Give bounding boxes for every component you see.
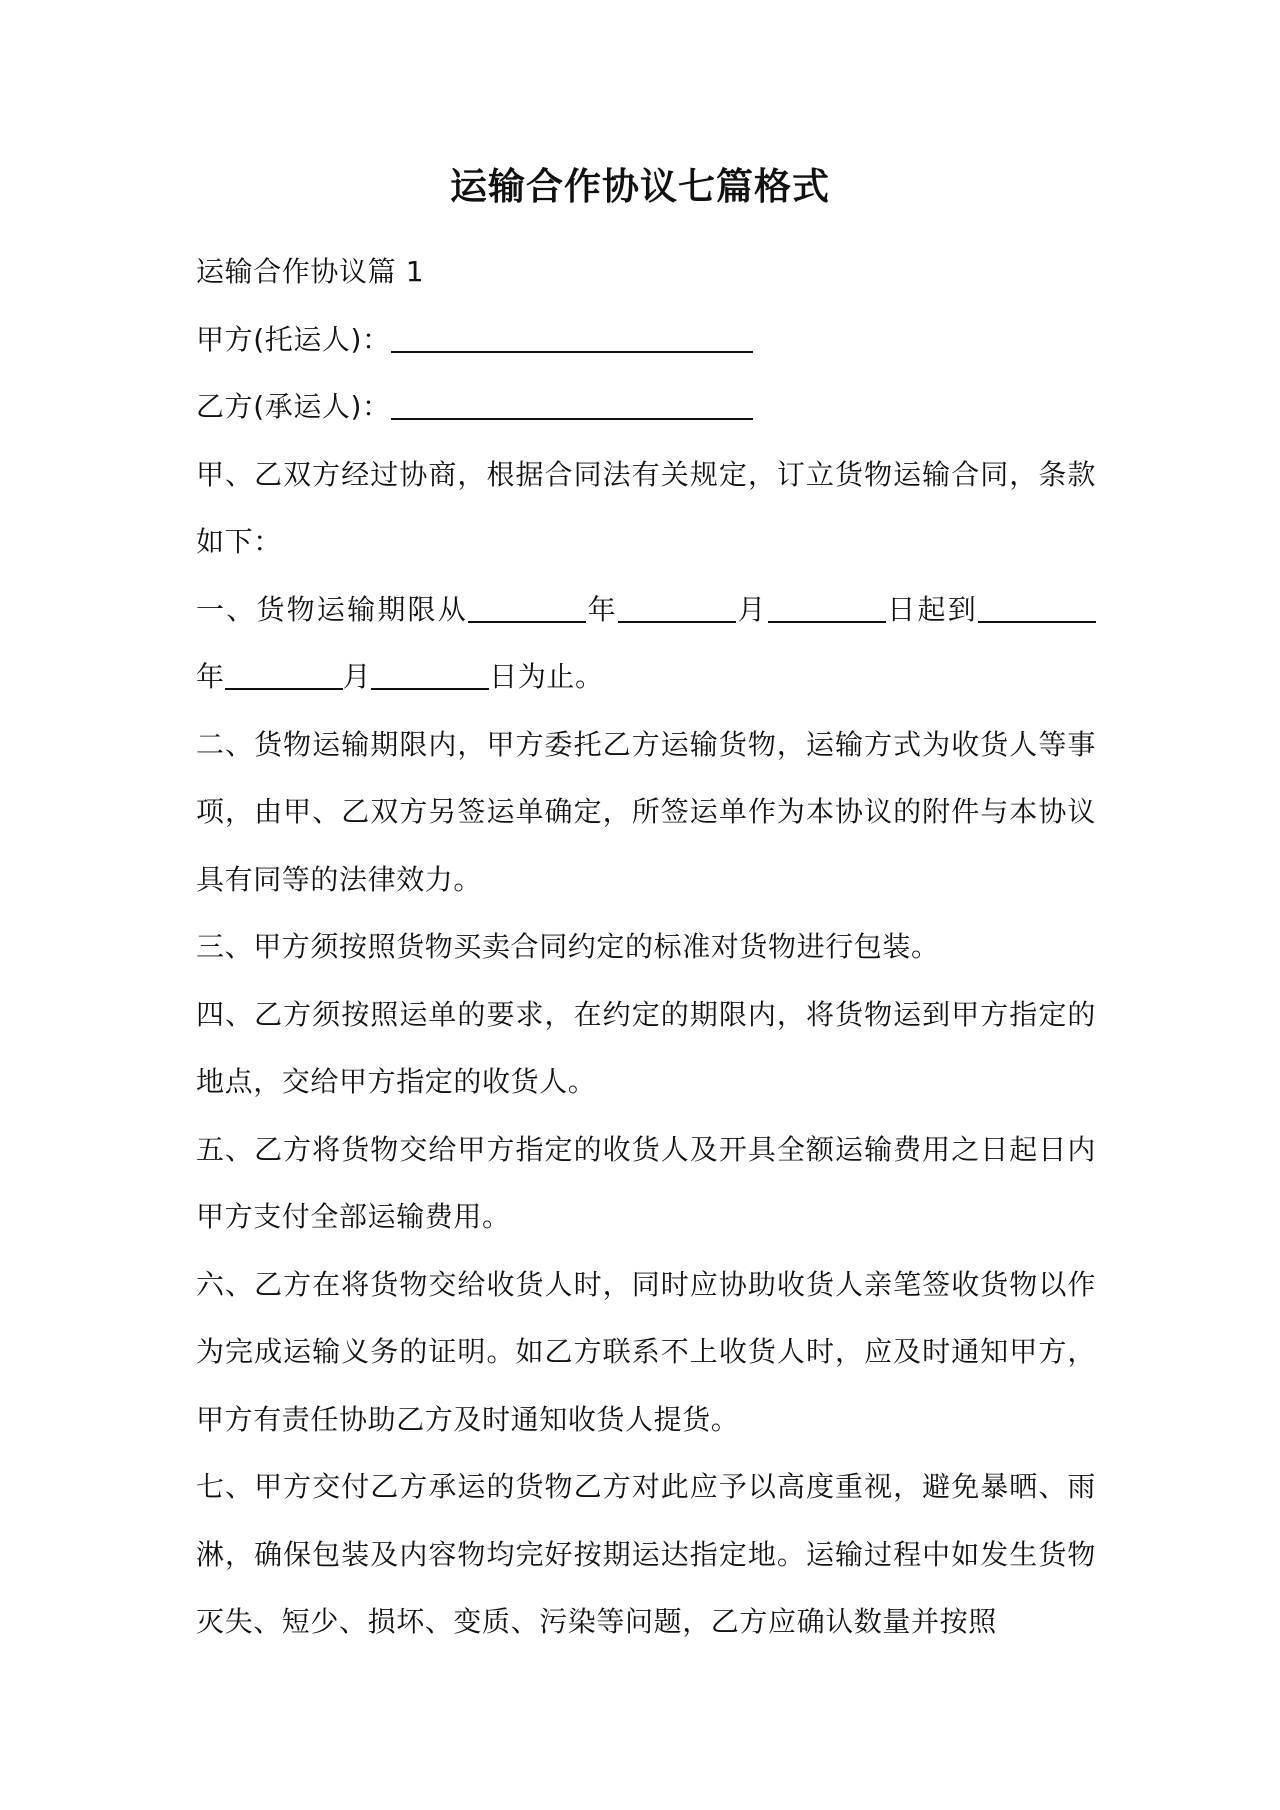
start-month-blank <box>618 595 736 623</box>
clause-7: 七、甲方交付乙方承运的货物乙方对此应予以高度重视，避免暴晒、雨淋，确保包装及内容物均完好按期运达指定地。运输过程中如发生货物灭失、短少、损坏、变质、污染等问题，乙方应确认数量并按照 <box>196 1470 1096 1638</box>
clause-2: 二、货物运输期限内，甲方委托乙方运输货物，运输方式为收货人等事项，由甲、乙双方另签运单确定，所签运单作为本协议的附件与本协议具有同等的法律效力。 <box>196 727 1096 896</box>
clause-5: 五、乙方将货物交给甲方指定的收货人及开具全额运输费用之日起日内甲方支付全部运输费用。 <box>196 1132 1096 1233</box>
end-year-blank <box>978 595 1096 623</box>
clause-1-day-to: 日起到 <box>885 592 978 626</box>
start-year-blank <box>468 595 586 623</box>
clause-1 <box>196 576 1096 711</box>
party-a-line <box>196 306 1096 374</box>
clause-3: 三、甲方须按照货物买卖合同约定的标准对货物进行包装。 <box>196 930 940 963</box>
start-day-blank <box>768 595 886 623</box>
clause-1-month2: 月 <box>342 660 372 693</box>
document-body <box>196 238 1096 1656</box>
clause-1-day-end: 日为止。 <box>489 660 604 693</box>
party-a-blank <box>391 325 753 353</box>
party-b-label: 乙方(承运人)： <box>196 390 391 423</box>
end-day-blank <box>371 662 489 690</box>
clause-6: 六、乙方在将货物交给收货人时，同时应协助收货人亲笔签收货物以作为完成运输义务的证明。如乙方联系不上收货人时，应及时通知甲方，甲方有责任协助乙方及时通知收货人提货。 <box>196 1267 1096 1436</box>
end-month-blank <box>225 662 343 690</box>
document-title: 运输合作协议七篇格式 <box>450 165 830 208</box>
clause-1-year2: 年 <box>196 660 225 693</box>
intro-paragraph: 甲、乙双方经过协商，根据合同法有关规定，订立货物运输合同，条款如下： <box>196 457 1096 558</box>
clause-1-year: 年 <box>586 592 618 626</box>
party-b-blank <box>391 392 753 420</box>
clause-1-month: 月 <box>735 592 768 626</box>
party-b-line <box>196 373 1096 441</box>
party-a-label: 甲方(托运人)： <box>196 322 391 356</box>
section-heading: 运输合作协议篇 1 <box>196 255 425 288</box>
clause-4: 四、乙方须按照运单的要求，在约定的期限内，将货物运到甲方指定的地点，交给甲方指定的收货人。 <box>196 997 1096 1098</box>
clause-1-prefix: 一、货物运输期限从 <box>196 592 468 626</box>
